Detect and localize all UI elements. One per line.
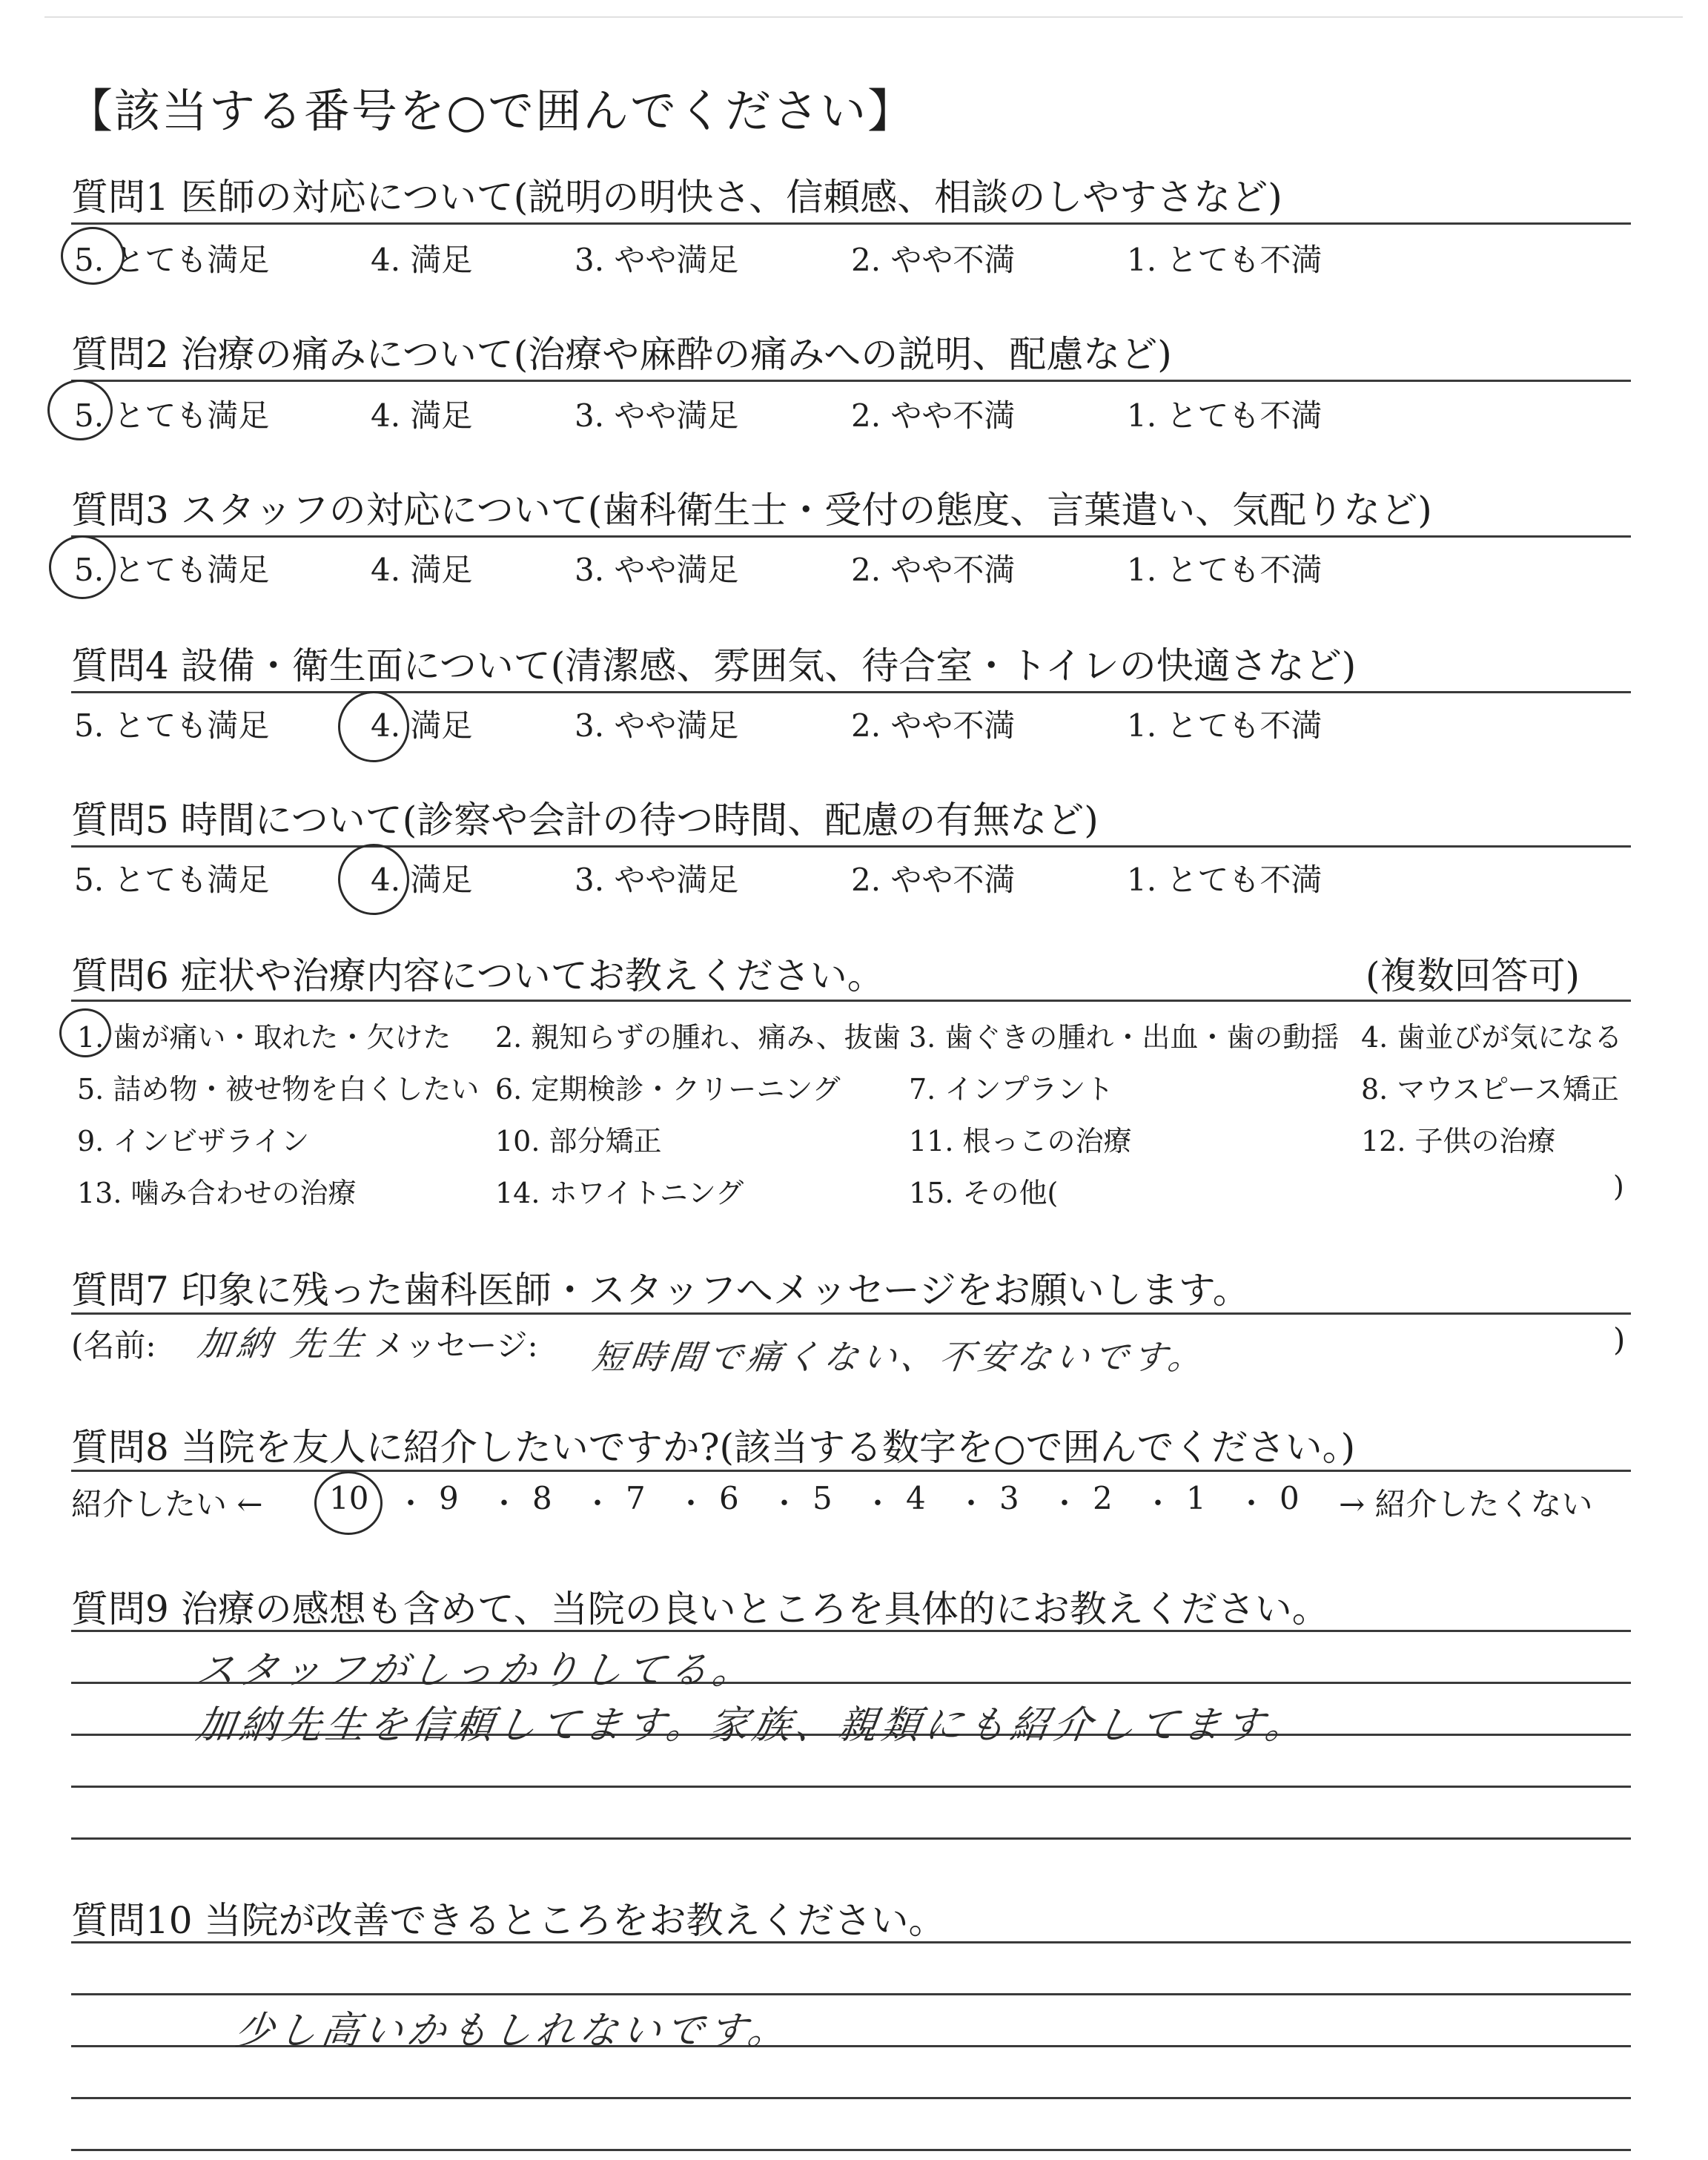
q10-answer-line-1[interactable]: 少し高いかもしれないです。 [232, 2009, 795, 2053]
question-5-rule [71, 845, 1631, 848]
q5-option-4[interactable]: 4. 満足 [371, 862, 473, 898]
q4-option-2[interactable]: 2. やや不満 [851, 707, 1016, 744]
q2-option-1[interactable]: 1. とても不満 [1127, 397, 1323, 434]
question-10-label: 質問10 当院が改善できるところをお教えください。 [71, 1899, 946, 1942]
question-6-note: (複数回答可) [1366, 954, 1580, 997]
q8-right-label: → 紹介したくない [1339, 1486, 1593, 1522]
question-1-rule [71, 222, 1631, 225]
q5-option-5[interactable]: 5. とても満足 [74, 862, 270, 898]
q9-line-4 [71, 1786, 1631, 1788]
q3-selection-circle [49, 535, 116, 599]
q6-item-4[interactable]: 4. 歯並びが気になる [1361, 1021, 1623, 1054]
q6-item-11[interactable]: 11. 根っこの治療 [909, 1125, 1132, 1157]
q8-scale-7[interactable]: 7 [626, 1480, 646, 1516]
q6-item-5[interactable]: 5. 詰め物・被せ物を白くしたい [77, 1073, 480, 1106]
q6-item-7[interactable]: 7. インプラント [909, 1073, 1114, 1106]
q7-message-label: メッセージ: [374, 1327, 538, 1364]
question-8-rule [71, 1470, 1631, 1472]
q6-other-close-paren: ) [1613, 1170, 1624, 1203]
q10-line-1 [71, 1941, 1631, 1943]
q10-line-2 [71, 1993, 1631, 1995]
q8-separator: ・ [676, 1487, 706, 1521]
q9-answer-line-1[interactable]: スタッフがしっかりしてる。 [193, 1648, 759, 1693]
q3-option-4[interactable]: 4. 満足 [371, 552, 473, 588]
q6-selection-circle [59, 1008, 111, 1057]
q7-message-handwriting[interactable]: 短時間で痛くない、不安ないです。 [589, 1337, 1210, 1377]
q3-option-2[interactable]: 2. やや不満 [851, 552, 1016, 588]
question-6-rule [71, 1000, 1631, 1002]
q8-scale-10[interactable]: 10 [329, 1480, 369, 1516]
q1-option-3[interactable]: 3. やや満足 [575, 242, 739, 278]
question-4-label: 質問4 設備・衛生面について(清潔感、雰囲気、待合室・トイレの快適さなど) [71, 644, 1357, 687]
q10-line-5 [71, 2149, 1631, 2151]
q8-separator: ・ [489, 1487, 519, 1521]
q8-separator: ・ [396, 1487, 426, 1521]
q4-option-4[interactable]: 4. 満足 [371, 707, 473, 744]
q3-option-1[interactable]: 1. とても不満 [1127, 552, 1323, 588]
q2-option-3[interactable]: 3. やや満足 [575, 397, 739, 434]
q1-option-4[interactable]: 4. 満足 [371, 242, 473, 278]
q2-option-2[interactable]: 2. やや不満 [851, 397, 1016, 434]
question-7-rule [71, 1312, 1631, 1315]
q6-item-12[interactable]: 12. 子供の治療 [1361, 1125, 1556, 1157]
question-3-rule [71, 535, 1631, 538]
q8-scale-9[interactable]: 9 [439, 1480, 459, 1516]
q8-scale-0[interactable]: 0 [1280, 1480, 1300, 1516]
q6-item-9[interactable]: 9. インビザライン [77, 1125, 310, 1157]
q6-item-6[interactable]: 6. 定期検診・クリーニング [495, 1073, 841, 1106]
q1-option-2[interactable]: 2. やや不満 [851, 242, 1016, 278]
q8-separator: ・ [1050, 1487, 1079, 1521]
q5-selection-circle [338, 844, 409, 915]
q8-separator: ・ [863, 1487, 893, 1521]
q9-answer-line-2[interactable]: 加納先生を信頼してます。家族、親類にも紹介してます。 [193, 1703, 1312, 1748]
q6-item-15[interactable]: 15. その他( [909, 1177, 1059, 1209]
question-7-label: 質問7 印象に残った歯科医師・スタッフへメッセージをお願いします。 [71, 1269, 1250, 1312]
q6-item-13[interactable]: 13. 噛み合わせの治療 [77, 1177, 357, 1209]
q1-option-5[interactable]: 5. とても満足 [74, 242, 270, 278]
q4-selection-circle [338, 691, 409, 762]
q6-item-14[interactable]: 14. ホワイトニング [495, 1177, 744, 1209]
q1-selection-circle [61, 227, 125, 285]
question-9-label: 質問9 治療の感想も含めて、当院の良いところを具体的にお教えください。 [71, 1588, 1329, 1631]
q8-separator: ・ [769, 1487, 799, 1521]
question-1-label: 質問1 医師の対応について(説明の明快さ、信頼感、相談のしやすさなど) [71, 176, 1282, 219]
q8-left-label: 紹介したい ← [71, 1486, 263, 1522]
q8-scale-3[interactable]: 3 [999, 1480, 1019, 1516]
question-4-rule [71, 691, 1631, 693]
q2-option-5[interactable]: 5. とても満足 [74, 397, 270, 434]
q8-scale-2[interactable]: 2 [1093, 1480, 1113, 1516]
q6-item-10[interactable]: 10. 部分矯正 [495, 1125, 662, 1157]
q7-name-handwriting[interactable]: 加納 先生 [195, 1324, 371, 1364]
page-title: 【該当する番号を○で囲んでください】 [67, 84, 916, 138]
q8-scale-5[interactable]: 5 [812, 1480, 833, 1516]
q8-separator: ・ [583, 1487, 612, 1521]
q2-option-4[interactable]: 4. 満足 [371, 397, 473, 434]
q5-option-1[interactable]: 1. とても不満 [1127, 862, 1323, 898]
q4-option-1[interactable]: 1. とても不満 [1127, 707, 1323, 744]
q3-option-3[interactable]: 3. やや満足 [575, 552, 739, 588]
q4-option-3[interactable]: 3. やや満足 [575, 707, 739, 744]
q8-scale-4[interactable]: 4 [906, 1480, 926, 1516]
q5-option-3[interactable]: 3. やや満足 [575, 862, 739, 898]
q9-line-1 [71, 1630, 1631, 1632]
q7-close-paren: ) [1613, 1321, 1626, 1358]
question-5-label: 質問5 時間について(診察や会計の待つ時間、配慮の有無など) [71, 799, 1099, 842]
question-8-label: 質問8 当院を友人に紹介したいですか?(該当する数字を○で囲んでください。) [71, 1426, 1356, 1469]
q9-line-5 [71, 1837, 1631, 1840]
q6-item-3[interactable]: 3. 歯ぐきの腫れ・出血・歯の動揺 [909, 1021, 1340, 1054]
q3-option-5[interactable]: 5. とても満足 [74, 552, 270, 588]
q8-scale-1[interactable]: 1 [1186, 1480, 1206, 1516]
question-2-rule [71, 380, 1631, 382]
question-6-label: 質問6 症状や治療内容についてお教えください。 [71, 954, 884, 997]
q10-line-4 [71, 2097, 1631, 2099]
q8-separator: ・ [1237, 1487, 1266, 1521]
q1-option-1[interactable]: 1. とても不満 [1127, 242, 1323, 278]
q5-option-2[interactable]: 2. やや不満 [851, 862, 1016, 898]
q8-selection-circle [314, 1471, 383, 1535]
q4-option-5[interactable]: 5. とても満足 [74, 707, 270, 744]
q7-name-label: (名前: [71, 1327, 156, 1364]
q6-item-2[interactable]: 2. 親知らずの腫れ、痛み、抜歯 [495, 1021, 901, 1054]
q8-separator: ・ [1143, 1487, 1173, 1521]
q8-scale-8[interactable]: 8 [532, 1480, 552, 1516]
q2-selection-circle [47, 380, 113, 440]
question-3-label: 質問3 スタッフの対応について(歯科衛生士・受付の態度、言葉遣い、気配りなど) [71, 489, 1432, 532]
scan-edge [44, 16, 1683, 18]
q6-item-8[interactable]: 8. マウスピース矯正 [1361, 1073, 1619, 1106]
q8-scale-6[interactable]: 6 [719, 1480, 739, 1516]
q6-item-1[interactable]: 1. 歯が痛い・取れた・欠けた [77, 1021, 451, 1054]
q8-separator: ・ [956, 1487, 986, 1521]
question-2-label: 質問2 治療の痛みについて(治療や麻酔の痛みへの説明、配慮など) [71, 333, 1172, 376]
